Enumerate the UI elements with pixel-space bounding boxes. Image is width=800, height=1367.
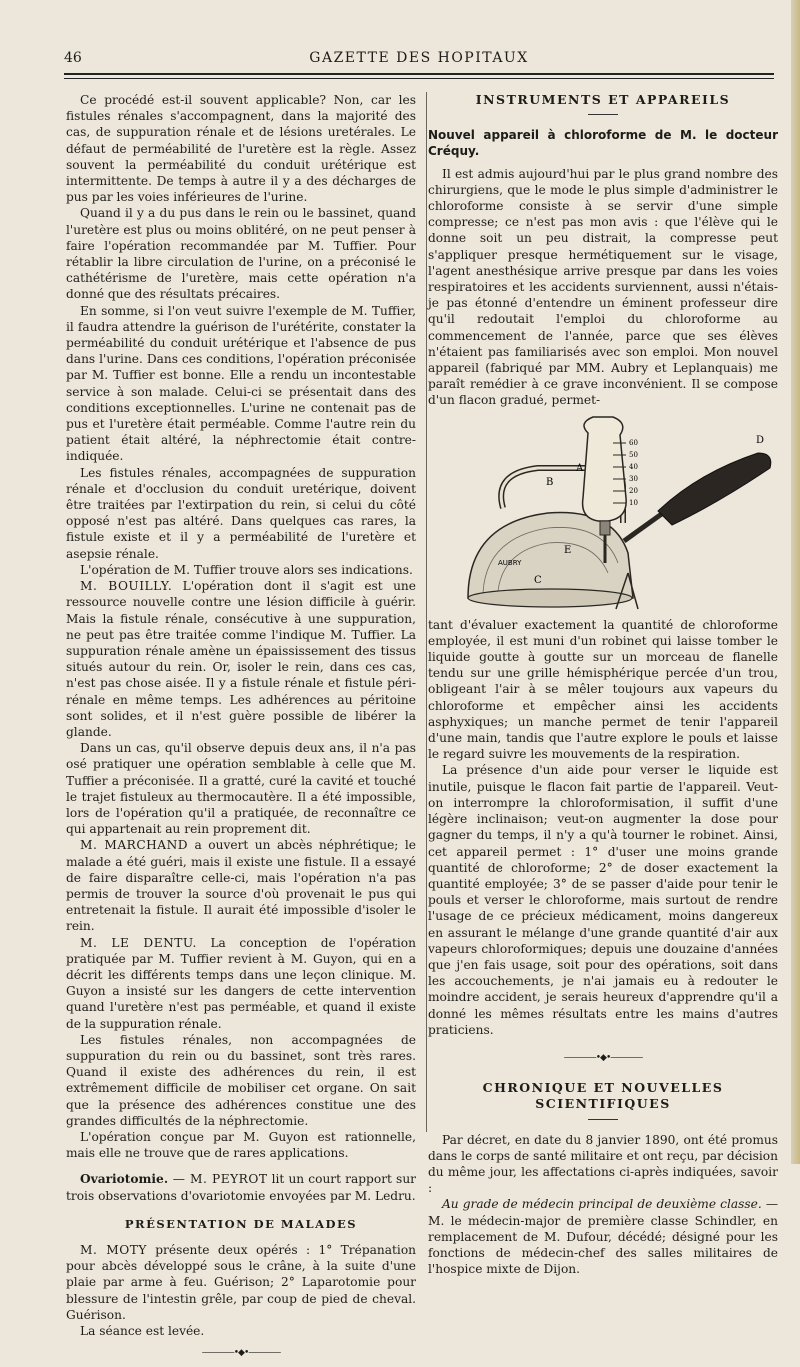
paragraph: L'opération de M. Tuffier trouve alors ses indications. — [80, 562, 413, 577]
section-ornament: ————•◆•———— — [201, 1348, 281, 1359]
paragraph-text: présente deux opérés : 1° Trépanation pour abcès développé sous le crâne, à la suite d'une plaie par arme à feu. Guérison; 2° Laparotomie pour blessure de l'intestin grêle, par coup de pied de cheval. Guérison. — [66, 1243, 417, 1322]
paragraph-text: a ouvert un abcès néphrétique; le malade a été guéri, mais il existe une fistule. Il a essayé de faire disparaître celle-ci, mais l'opération n'a pas permis de trouver la source d'où provenait le pus qui entretenait la fistule. Il aurait été impossible d'isoler le rein. — [66, 838, 416, 934]
section-ornament: ————•◆•———— — [563, 1052, 643, 1063]
title-rule — [588, 1119, 618, 1120]
paragraph: Par décret, en date du 8 janvier 1890, ont été promus dans le corps de santé militaire et ont reçu, par décision du même jour, les affectations ci-après indiquées, savoir : — [428, 1132, 778, 1196]
handle-stem — [624, 513, 663, 541]
stopcock — [600, 521, 610, 535]
speaker-name: M. MARCHAND — [80, 838, 189, 853]
paragraph: Dans un cas, qu'il observe depuis deux ans, il n'a pas osé pratiquer une opération semblable à celle que M. Tuffier a préconisée. Il a gratté, curé la cavité et touché le trajet fistuleux au thermocautère. Il a été impossible, lors de l'opération qu'il a pratiquée, de reconnaître ce qui appartenait au rein proprement dit. — [66, 741, 416, 837]
speaker-name: M. LE DENTU. — [80, 935, 197, 950]
topic-title: Ovariotomie. — [80, 1172, 169, 1187]
right-column — [428, 92, 778, 1277]
column-divider — [426, 92, 427, 1132]
paragraph — [66, 1242, 416, 1323]
paragraph: L'opération conçue par M. Guyon est rationnelle, mais elle ne trouve que de rares applications. — [66, 1130, 416, 1161]
header-rule — [64, 73, 774, 75]
apparatus-illustration — [428, 413, 778, 613]
paragraph: tant d'évaluer exactement la quantité de chloroforme employée, il est muni d'un robinet qui laisse tomber le liquide goutte à goutte sur un morceau de flanelle tendu sur une grille hémisphérique percée d'un trou, obligeant l'air à se mêler toujours aux vapeurs du chloroforme et empêcher ainsi les accidents asphyxiques; un manche permet de tenir l'appareil d'une main, tandis que l'autre explore le pouls et laisse le regard suivre les mouvements de la respiration. — [428, 617, 778, 762]
paragraph — [66, 1171, 416, 1203]
paragraph-text: — M. le médecin-major de première classe Schindler, en remplacement de M. Dufour, décédé; désigné pour les fonctions de médecin-chef des salles militaires de l'hospice mixte de Dijon. — [428, 1197, 779, 1277]
figure-label-a: A — [576, 462, 584, 474]
paragraph-text: La conception de l'opération pratiquée par M. Tuffier revient à M. Guyon, qui en a décrit les différents temps dans une leçon clinique. M. Guyon a insisté sur les dangers de cette intervention quand l'uretère n'est pas perméable, et quand il existe de la suppuration rénale. — [66, 935, 416, 1031]
paragraph: Il est admis aujourd'hui par le plus grand nombre des chirurgiens, que le mode le plus simple d'administrer le chloroforme consiste à se servir d'une simple compresse; ce n'est pas mon avis : que l'élève qui le donne soit un peu distrait, la compresse peut s'appliquer presque hermétiquement sur le visage, l'agent anesthésique arrive presque par dans les voies respiratoires et les accidents surviennent, aussi n'étais-je pas étonné d'entendre un éminent professeur dire qu'il redoutait l'emploi du chloroforme au commencement de l'année, parce que ses élèves n'étaient pas familiarisés avec son emploi. Mon nouvel appareil (fabriqué par MM. Aubry et Leplanquais) me paraît remédier à ce grave inconvénient. Il se compose d'un flacon gradué, permet- — [428, 166, 778, 408]
maker-stamp: AUBRY — [498, 558, 522, 567]
article-title: Nouvel appareil à chloroforme de M. le docteur Créquy. — [428, 128, 778, 159]
page-header — [64, 50, 774, 74]
left-column — [66, 92, 416, 1367]
graduation-label: 40 — [629, 462, 638, 471]
figure-label-c: C — [534, 574, 542, 586]
speaker-name: M. BOUILLY. — [80, 579, 173, 594]
speaker-name: — M. PEYROT — [168, 1172, 268, 1187]
paragraph — [66, 578, 416, 740]
paragraph-text: L'opération dont il s'agit est une ressource nouvelle contre une lésion difficile à guérir. Mais la fistule rénale, consécutive à une suppuration, ne peut pas être traitée comme l'indique M. Tuffier. La suppuration rénale amène un épaississement des tissus situés autour du rein. Or, isoler le rein, dans ces cas, n'est pas chose aisée. Il y a fistule rénale et fistule péri-rénale en même temps. Les adhérences au péritoine sont solides, et il n'est guère possible de libérer la glande. — [66, 579, 416, 739]
graduation-label: 20 — [629, 486, 638, 495]
paragraph: Les fistules rénales, non accompagnées de suppuration du rein ou du bassinet, sont très rares. Quand il existe des adhérences du rein, il est extrêmement difficile de mobiliser cet organe. On sait que la présence des adhérences constitue une des grandes difficultés de la néphrectomie. — [66, 1032, 416, 1128]
paragraph — [66, 837, 416, 934]
paragraph: Ce procédé est-il souvent applicable? Non, car les fistules rénales s'accompagnent, dans la majorité des cas, de suppuration rénale et de lésions uretérales. Le défaut de perméabilité de l'uretère est la règle. Assez souvent la perméabilité du conduit urétérique est intermittente. De temps à autre il y a des décharges de pus par les voies inférieures de l'urine. — [66, 93, 416, 205]
graduation-label: 50 — [629, 450, 638, 459]
paragraph: Les fistules rénales, accompagnées de suppuration rénale et d'occlusion du conduit uretérique, doivent être traitées par l'extirpation du rein, si celui du côté opposé n'est pas altéré. Dans quelques cas rares, la fistule existe et il y a perméabilité de l'uretère et asepsie rénale. — [66, 465, 416, 561]
paragraph-text: lit un court rapport sur trois observations d'ovariotomie envoyées par M. Ledru. — [66, 1172, 416, 1203]
paragraph: La séance est levée. — [80, 1324, 205, 1339]
italic-heading: Au grade de médecin principal de deuxième classe. — [442, 1197, 762, 1212]
speaker-name: M. MOTY — [80, 1243, 147, 1258]
graduation-label: 10 — [629, 498, 638, 507]
mask-rim — [468, 589, 632, 607]
graduated-flask — [583, 417, 627, 521]
graduation-label: 60 — [629, 438, 638, 447]
figure-label-e: E — [564, 544, 572, 556]
page-number: 46 — [64, 50, 82, 66]
title-rule — [588, 114, 618, 115]
section-title: INSTRUMENTS ET APPAREILS — [475, 92, 731, 107]
section-title: CHRONIQUE ET NOUVELLES SCIENTIFIQUES — [482, 1080, 724, 1112]
page-edge — [791, 0, 800, 1164]
subsection-title: PRÉSENTATION DE MALADES — [124, 1216, 358, 1231]
paragraph — [66, 935, 416, 1032]
paragraph: La présence d'un aide pour verser le liquide est inutile, puisque le flacon fait partie de l'appareil. Veut-on interrompre la chloroformisation, il suffit d'une légère inclinaison; veut-on augmenter la dose pour gagner du temps, il n'y a qu'à tourner le robinet. Ainsi, cet appareil permet : 1° d'user une moins grande quantité de chloroforme; 2° de doser exactement la quantité employée; 3° de se passer d'aide pour tenir le pouls et verser le chloroforme, mais surtout de rendre l'usage de ce précieux médicament, moins dangereux en assurant le mélange d'une grande quantité d'air aux vapeurs chloroformiques; depuis une douzaine d'années que j'en fais usage, soit pour des opérations, soit dans les accouchements, je n'ai jamais eu à redouter le moindre accident, je serais heureux d'apprendre qu'il a donné les mêmes résultats entre les mains d'autres praticiens. — [428, 763, 778, 1037]
header-rule-thin — [64, 78, 774, 79]
paragraph: Quand il y a du pus dans le rein ou le bassinet, quand l'uretère est plus ou moins oblitéré, on ne peut penser à faire l'opération recommandée par M. Tuffier. Pour rétablir la libre circulation de l'urine, on a préconisé le cathétérisme de l'uretère, mais cette opération n'a donné que des résultats précaires. — [66, 206, 416, 302]
chloroform-apparatus-figure — [428, 413, 778, 613]
wooden-handle — [658, 453, 771, 525]
figure-label-d: D — [756, 434, 765, 446]
figure-label-b: B — [546, 476, 554, 488]
paragraph — [428, 1196, 778, 1277]
graduation-label: 30 — [629, 474, 638, 483]
journal-title: GAZETTE DES HOPITAUX — [309, 50, 529, 66]
paragraph: En somme, si l'on veut suivre l'exemple de M. Tuffier, il faudra attendre la guérison de l'urétérite, constater la perméabilité du conduit urétérique et l'absence de pus dans l'urine. Dans ces conditions, l'opération préconisée par M. Tuffier est bonne. Elle a rendu un incontestable service à son malade. Celui-ci se présentait dans des conditions exceptionnelles. L'urine ne contenait pas de pus et l'uretère était perméable. Comme l'autre rein du patient était altéré, la néphrectomie était contre-indiquée. — [66, 303, 416, 464]
